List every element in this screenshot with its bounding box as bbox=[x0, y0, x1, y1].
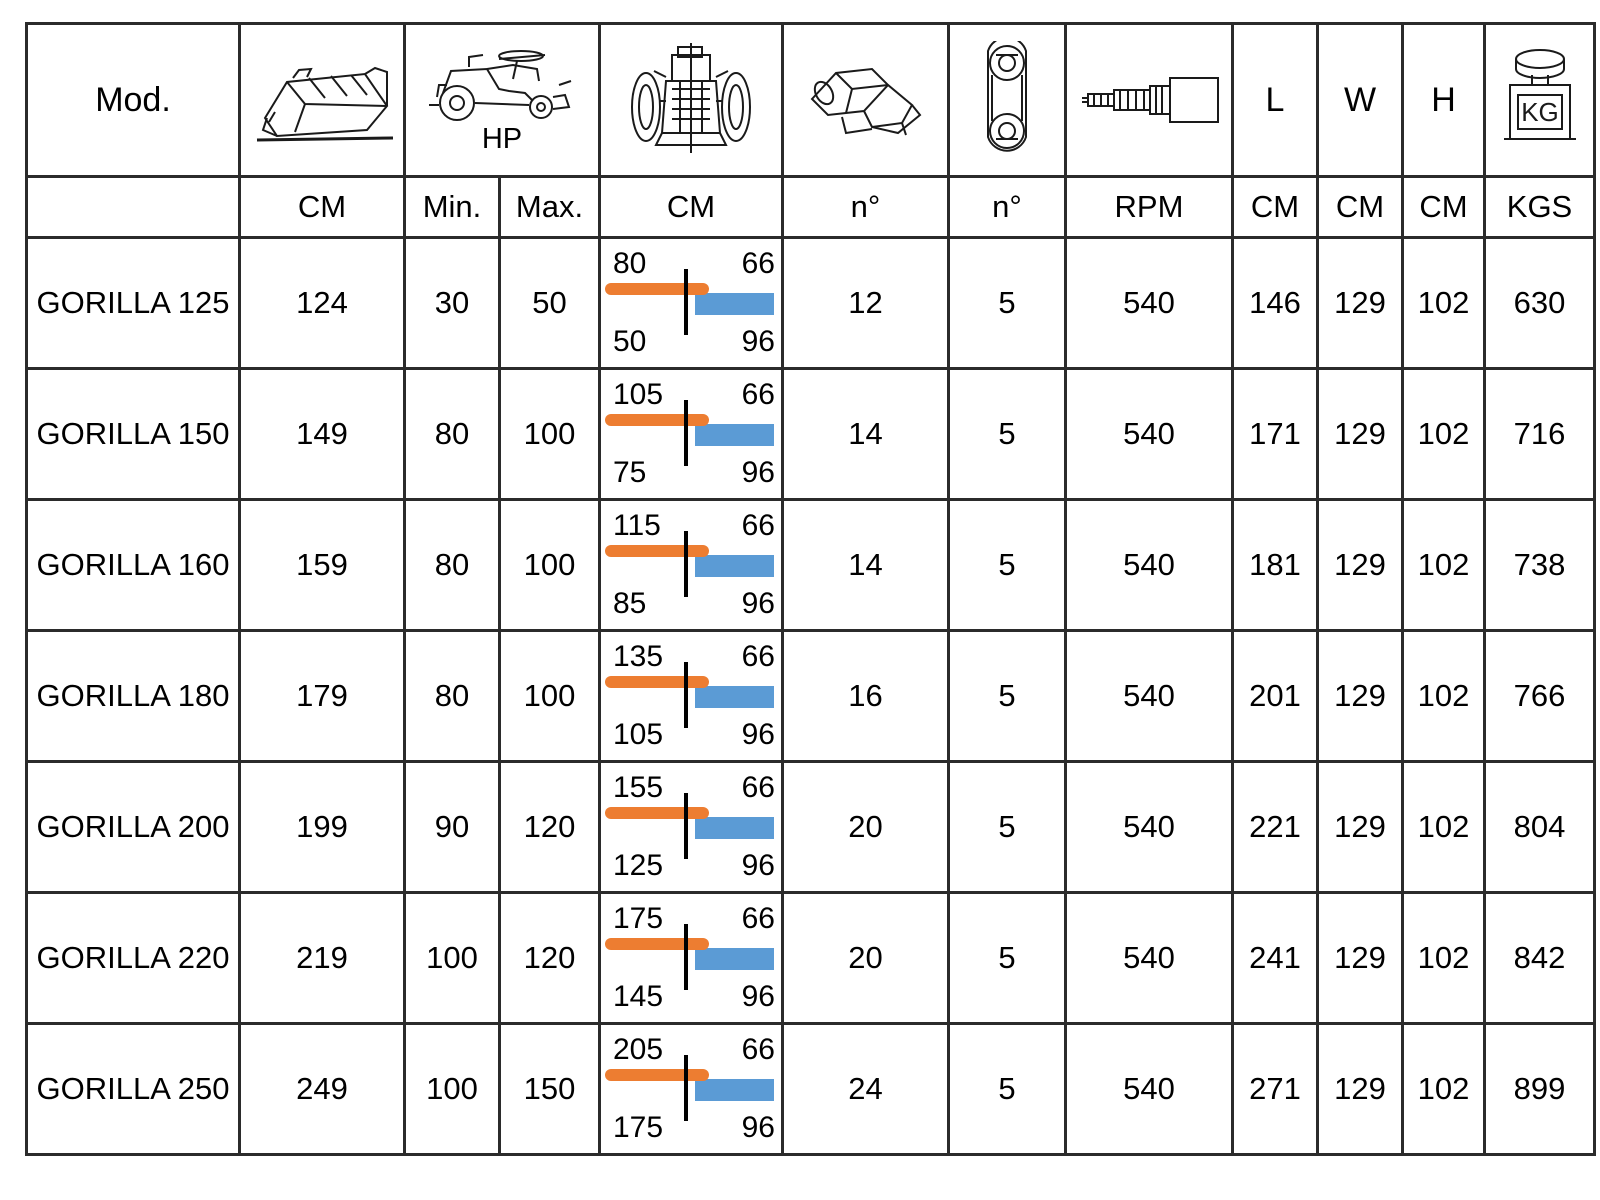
offset-center-axis bbox=[684, 400, 688, 466]
offset-bottom-right-value: 96 bbox=[741, 1111, 775, 1144]
table-row bbox=[27, 500, 1595, 631]
offset-bottom-left-value: 75 bbox=[613, 456, 647, 489]
offset-bar-orange bbox=[605, 545, 709, 557]
offset-top-right-value: 66 bbox=[741, 378, 775, 411]
hammers-value: 24 bbox=[783, 1024, 949, 1155]
offset-range-diagram bbox=[601, 1030, 781, 1148]
offset-top-left-value: 135 bbox=[613, 640, 664, 673]
working-width-value: 219 bbox=[240, 893, 405, 1024]
offset-bottom-left-value: 145 bbox=[613, 980, 664, 1013]
offset-bar-blue bbox=[695, 686, 774, 708]
unit-cell-height: CM bbox=[1403, 177, 1485, 238]
svg-text:KG: KG bbox=[1520, 97, 1559, 127]
offset-top-right-value: 66 bbox=[741, 1033, 775, 1066]
height-value: 102 bbox=[1403, 631, 1485, 762]
length-value: 241 bbox=[1233, 893, 1318, 1024]
height-value: 102 bbox=[1403, 762, 1485, 893]
offset-bars bbox=[601, 1067, 781, 1111]
unit-cell-length: CM bbox=[1233, 177, 1318, 238]
model-name: GORILLA 160 bbox=[27, 500, 240, 631]
width-value: 129 bbox=[1318, 893, 1403, 1024]
width-value: 129 bbox=[1318, 369, 1403, 500]
offset-range-cell bbox=[600, 631, 783, 762]
hp-min-value: 90 bbox=[405, 762, 500, 893]
weight-value: 766 bbox=[1485, 631, 1595, 762]
length-value: 181 bbox=[1233, 500, 1318, 631]
unit-cell-rpm: RPM bbox=[1066, 177, 1233, 238]
working-width-value: 159 bbox=[240, 500, 405, 631]
width-value: 129 bbox=[1318, 762, 1403, 893]
offset-bottom-right-value: 96 bbox=[741, 849, 775, 882]
belts-value: 5 bbox=[949, 500, 1066, 631]
offset-bars bbox=[601, 412, 781, 456]
hp-min-value: 100 bbox=[405, 893, 500, 1024]
offset-range-diagram bbox=[601, 506, 781, 624]
offset-bar-blue bbox=[695, 555, 774, 577]
unit-cell-offset-range: CM bbox=[600, 177, 783, 238]
working-width-value: 149 bbox=[240, 369, 405, 500]
belt-drive-icon bbox=[950, 25, 1064, 175]
offset-top-right-value: 66 bbox=[741, 509, 775, 542]
offset-range-cell bbox=[600, 1024, 783, 1155]
rpm-value: 540 bbox=[1066, 762, 1233, 893]
offset-bar-orange bbox=[605, 676, 709, 688]
offset-top-right-value: 66 bbox=[741, 640, 775, 673]
offset-bar-blue bbox=[695, 424, 774, 446]
offset-bottom-left-value: 105 bbox=[613, 718, 664, 751]
offset-center-axis bbox=[684, 269, 688, 335]
offset-bottom-left-value: 175 bbox=[613, 1111, 664, 1144]
working-width-value: 199 bbox=[240, 762, 405, 893]
offset-range-diagram bbox=[601, 244, 781, 362]
table-row bbox=[27, 1024, 1595, 1155]
model-name: GORILLA 250 bbox=[27, 1024, 240, 1155]
offset-bars bbox=[601, 805, 781, 849]
rpm-value: 540 bbox=[1066, 893, 1233, 1024]
offset-bottom-right-value: 96 bbox=[741, 456, 775, 489]
table-row bbox=[27, 238, 1595, 369]
offset-bar-blue bbox=[695, 948, 774, 970]
offset-top-left-value: 175 bbox=[613, 902, 664, 935]
offset-top-left-value: 155 bbox=[613, 771, 664, 804]
table-unit-row bbox=[27, 177, 1595, 238]
width-value: 129 bbox=[1318, 500, 1403, 631]
rpm-value: 540 bbox=[1066, 500, 1233, 631]
unit-cell-weight: KGS bbox=[1485, 177, 1595, 238]
length-value: 271 bbox=[1233, 1024, 1318, 1155]
offset-center-axis bbox=[684, 793, 688, 859]
height-value: 102 bbox=[1403, 238, 1485, 369]
weight-value: 716 bbox=[1485, 369, 1595, 500]
tractor-icon bbox=[406, 25, 598, 175]
offset-bar-orange bbox=[605, 414, 709, 426]
hp-max-value: 100 bbox=[500, 500, 600, 631]
unit-cell-hp-min: Min. bbox=[405, 177, 500, 238]
offset-bar-orange bbox=[605, 938, 709, 950]
offset-range-cell bbox=[600, 500, 783, 631]
offset-bar-orange bbox=[605, 807, 709, 819]
belts-value: 5 bbox=[949, 369, 1066, 500]
offset-range-cell bbox=[600, 762, 783, 893]
height-value: 102 bbox=[1403, 893, 1485, 1024]
header-height-cell bbox=[1403, 24, 1485, 177]
weight-value: 630 bbox=[1485, 238, 1595, 369]
working-width-value: 124 bbox=[240, 238, 405, 369]
width-value: 129 bbox=[1318, 1024, 1403, 1155]
length-label: L bbox=[1265, 80, 1285, 119]
unit-cell-width: CM bbox=[1318, 177, 1403, 238]
header-mulcher-cell bbox=[240, 24, 405, 177]
hp-max-value: 100 bbox=[500, 631, 600, 762]
header-width-cell bbox=[1318, 24, 1403, 177]
belts-value: 5 bbox=[949, 762, 1066, 893]
header-pto-cell bbox=[1066, 24, 1233, 177]
hp-max-value: 100 bbox=[500, 369, 600, 500]
offset-bottom-right-value: 96 bbox=[741, 980, 775, 1013]
specification-table bbox=[25, 22, 1596, 1156]
offset-top-left-value: 205 bbox=[613, 1033, 664, 1066]
unit-cell-belts: n° bbox=[949, 177, 1066, 238]
hp-min-value: 80 bbox=[405, 500, 500, 631]
offset-range-diagram bbox=[601, 637, 781, 755]
belts-value: 5 bbox=[949, 1024, 1066, 1155]
offset-bars bbox=[601, 281, 781, 325]
offset-bottom-right-value: 96 bbox=[741, 587, 775, 620]
table-row bbox=[27, 369, 1595, 500]
header-tractor-rear-cell bbox=[600, 24, 783, 177]
height-value: 102 bbox=[1403, 369, 1485, 500]
width-value: 129 bbox=[1318, 238, 1403, 369]
model-name: GORILLA 125 bbox=[27, 238, 240, 369]
offset-bottom-left-value: 85 bbox=[613, 587, 647, 620]
table-header-icon-row bbox=[27, 24, 1595, 177]
rpm-value: 540 bbox=[1066, 631, 1233, 762]
tractor-rear-view-icon bbox=[601, 25, 781, 175]
hp-min-value: 80 bbox=[405, 369, 500, 500]
working-width-value: 179 bbox=[240, 631, 405, 762]
hammers-value: 12 bbox=[783, 238, 949, 369]
hammers-value: 14 bbox=[783, 500, 949, 631]
working-width-value: 249 bbox=[240, 1024, 405, 1155]
hp-max-value: 50 bbox=[500, 238, 600, 369]
model-name: GORILLA 150 bbox=[27, 369, 240, 500]
table-row bbox=[27, 762, 1595, 893]
hammer-flail-icon bbox=[784, 25, 947, 175]
offset-bar-orange bbox=[605, 1069, 709, 1081]
hp-min-value: 30 bbox=[405, 238, 500, 369]
weight-kg-icon bbox=[1486, 25, 1593, 175]
table-row bbox=[27, 631, 1595, 762]
hammers-value: 20 bbox=[783, 893, 949, 1024]
offset-range-diagram bbox=[601, 899, 781, 1017]
offset-bars bbox=[601, 543, 781, 587]
header-hammer-cell bbox=[783, 24, 949, 177]
offset-range-cell bbox=[600, 369, 783, 500]
hp-max-value: 120 bbox=[500, 893, 600, 1024]
offset-bottom-right-value: 96 bbox=[741, 718, 775, 751]
offset-top-right-value: 66 bbox=[741, 247, 775, 280]
header-tractor-hp-cell bbox=[405, 24, 600, 177]
model-name: GORILLA 200 bbox=[27, 762, 240, 893]
offset-bar-blue bbox=[695, 817, 774, 839]
belts-value: 5 bbox=[949, 238, 1066, 369]
offset-bars bbox=[601, 674, 781, 718]
belts-value: 5 bbox=[949, 893, 1066, 1024]
header-length-cell bbox=[1233, 24, 1318, 177]
belts-value: 5 bbox=[949, 631, 1066, 762]
hammers-value: 16 bbox=[783, 631, 949, 762]
offset-top-right-value: 66 bbox=[741, 771, 775, 804]
offset-bottom-right-value: 96 bbox=[741, 325, 775, 358]
offset-center-axis bbox=[684, 531, 688, 597]
height-value: 102 bbox=[1403, 1024, 1485, 1155]
header-weight-cell bbox=[1485, 24, 1595, 177]
offset-bottom-left-value: 50 bbox=[613, 325, 647, 358]
offset-top-left-value: 105 bbox=[613, 378, 664, 411]
length-value: 171 bbox=[1233, 369, 1318, 500]
offset-bar-orange bbox=[605, 283, 709, 295]
length-value: 221 bbox=[1233, 762, 1318, 893]
header-mod-cell bbox=[27, 24, 240, 177]
header-belt-cell bbox=[949, 24, 1066, 177]
offset-range-cell bbox=[600, 238, 783, 369]
hp-label: HP bbox=[481, 122, 523, 155]
unit-cell-mod bbox=[27, 177, 240, 238]
offset-top-left-value: 115 bbox=[613, 509, 661, 542]
offset-top-right-value: 66 bbox=[741, 902, 775, 935]
hammers-value: 20 bbox=[783, 762, 949, 893]
height-label: H bbox=[1431, 80, 1456, 119]
hp-max-value: 150 bbox=[500, 1024, 600, 1155]
offset-range-diagram bbox=[601, 768, 781, 886]
weight-value: 738 bbox=[1485, 500, 1595, 631]
model-name: GORILLA 220 bbox=[27, 893, 240, 1024]
length-value: 146 bbox=[1233, 238, 1318, 369]
unit-cell-hp-max: Max. bbox=[500, 177, 600, 238]
offset-range-diagram bbox=[601, 375, 781, 493]
width-value: 129 bbox=[1318, 631, 1403, 762]
offset-bar-blue bbox=[695, 293, 774, 315]
offset-bars bbox=[601, 936, 781, 980]
offset-top-left-value: 80 bbox=[613, 247, 647, 280]
hp-min-value: 100 bbox=[405, 1024, 500, 1155]
mulcher-machine-icon bbox=[241, 25, 403, 175]
hp-max-value: 120 bbox=[500, 762, 600, 893]
offset-bar-blue bbox=[695, 1079, 774, 1101]
offset-bottom-left-value: 125 bbox=[613, 849, 664, 882]
unit-cell-hammers: n° bbox=[783, 177, 949, 238]
weight-value: 899 bbox=[1485, 1024, 1595, 1155]
pto-shaft-icon bbox=[1067, 25, 1231, 175]
offset-center-axis bbox=[684, 924, 688, 990]
width-label: W bbox=[1343, 80, 1377, 119]
weight-value: 842 bbox=[1485, 893, 1595, 1024]
model-name: GORILLA 180 bbox=[27, 631, 240, 762]
table-row bbox=[27, 893, 1595, 1024]
rpm-value: 540 bbox=[1066, 1024, 1233, 1155]
hammers-value: 14 bbox=[783, 369, 949, 500]
offset-range-cell bbox=[600, 893, 783, 1024]
unit-cell-working-width: CM bbox=[240, 177, 405, 238]
height-value: 102 bbox=[1403, 500, 1485, 631]
mod-label: Mod. bbox=[95, 80, 171, 119]
offset-center-axis bbox=[684, 662, 688, 728]
rpm-value: 540 bbox=[1066, 238, 1233, 369]
weight-value: 804 bbox=[1485, 762, 1595, 893]
length-value: 201 bbox=[1233, 631, 1318, 762]
hp-min-value: 80 bbox=[405, 631, 500, 762]
offset-center-axis bbox=[684, 1055, 688, 1121]
rpm-value: 540 bbox=[1066, 369, 1233, 500]
